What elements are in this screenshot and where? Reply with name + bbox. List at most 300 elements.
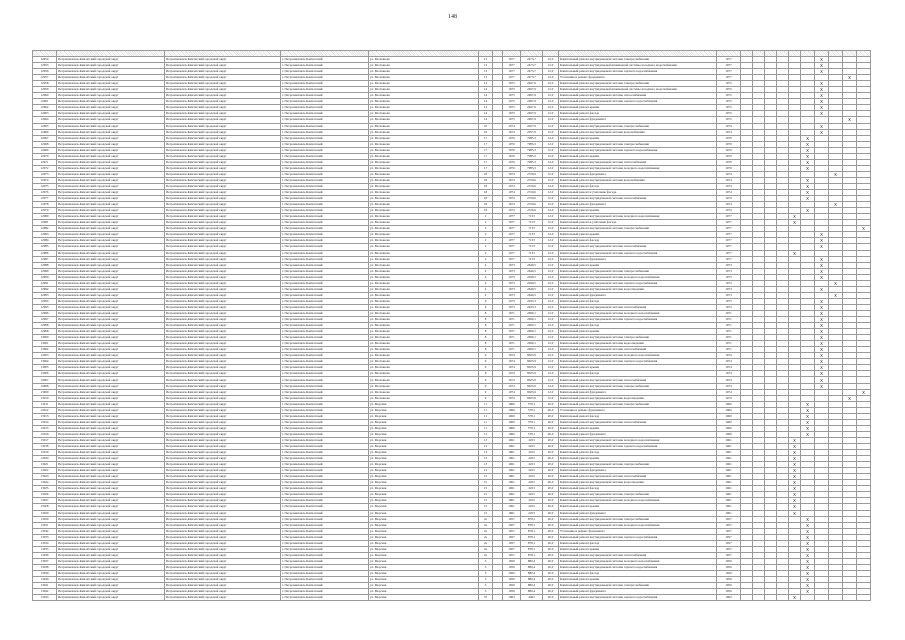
- table-cell: ул. Морская: [369, 577, 479, 583]
- table-cell: Петропавловск-Камчатский городской округ: [57, 341, 165, 347]
- table-cell: Капитальный ремонт внутридомовой инженерной системы холодного водоснабжения: [559, 87, 717, 93]
- table-cell: г. Петропавловск-Камчатский: [281, 63, 369, 69]
- table-cell: 4462: [521, 595, 543, 601]
- table-cell: 20,0: [543, 474, 559, 480]
- table-cell: 12,0: [543, 75, 559, 81]
- table-cell: 878,1: [521, 546, 543, 552]
- table-cell: 1960: [503, 419, 521, 425]
- table-cell: Петропавловск-Камчатский городской округ: [165, 389, 281, 395]
- table-cell: г. Петропавловск-Камчатский: [281, 437, 369, 443]
- table-cell: г. Петропавловск-Камчатский: [281, 232, 369, 238]
- table-cell: Капитальный ремонт внутридомовой системы электроснабжения: [559, 401, 717, 407]
- table-cell: ул. Молчанова: [369, 280, 479, 286]
- table-cell: Капитальный ремонт внутридомовой системы электроснабжения: [559, 492, 717, 498]
- table-cell: г. Петропавловск-Камчатский: [281, 570, 369, 576]
- table-cell: ул. Морская: [369, 516, 479, 522]
- table-cell: 20,0: [543, 431, 559, 437]
- table-cell: 13022: [33, 468, 57, 474]
- table-cell: 1970: [503, 159, 521, 165]
- table-cell: Петропавловск-Камчатский городской округ: [57, 117, 165, 123]
- table-cell: г. Петропавловск-Камчатский: [281, 558, 369, 564]
- table-cell: 1970: [717, 165, 741, 171]
- table-cell: 12,0: [543, 280, 559, 286]
- table-cell: ул. Молчанова: [369, 232, 479, 238]
- table-cell: Петропавловск-Камчатский городской округ: [165, 135, 281, 141]
- table-cell: 20,0: [543, 522, 559, 528]
- table-cell: 1971: [503, 329, 521, 335]
- table-cell: 15: [479, 492, 493, 498]
- table-cell: 1974: [503, 383, 521, 389]
- table-cell: ул. Молчанова: [369, 196, 479, 202]
- table-cell: 2497,9: [521, 93, 543, 99]
- table-cell: 1970: [717, 135, 741, 141]
- table-cell: 12,0: [543, 262, 559, 268]
- table-cell: 16: [479, 129, 493, 135]
- table-cell: Петропавловск-Камчатский городской округ: [165, 564, 281, 570]
- table-cell: ул. Молчанова: [369, 123, 479, 129]
- table-cell: 1977: [503, 238, 521, 244]
- table-cell: 2: [479, 244, 493, 250]
- table-cell: 1971: [717, 323, 741, 329]
- table-cell: Петропавловск-Камчатский городской округ: [57, 595, 165, 601]
- table-cell: 13002: [33, 347, 57, 353]
- table-cell: 2720,6: [521, 190, 543, 196]
- table-cell: 8025,9: [521, 389, 543, 395]
- table-cell: г. Петропавловск-Камчатский: [281, 528, 369, 534]
- table-cell: 880,4: [521, 570, 543, 576]
- table-cell: Капитальный ремонт внутридомовой системы холодного водоснабжения: [559, 522, 717, 528]
- table-cell: X: [801, 583, 815, 589]
- table-cell: 1961: [503, 456, 521, 462]
- table-cell: Петропавловск-Камчатский городской округ: [165, 583, 281, 589]
- table-cell: ул. Молчанова: [369, 323, 479, 329]
- table-cell: ул. Молчанова: [369, 165, 479, 171]
- table-cell: Петропавловск-Камчатский городской округ: [165, 57, 281, 63]
- table-cell: Петропавловск-Камчатский городской округ: [57, 347, 165, 353]
- table-cell: 1960: [717, 401, 741, 407]
- table-cell: 7085,3: [521, 159, 543, 165]
- table-cell: X: [815, 310, 829, 316]
- table-cell: Капитальный ремонт внутридомовой системы теплоснабжения: [559, 93, 717, 99]
- table-cell: Капитальный ремонт крыши: [559, 329, 717, 335]
- table-cell: X: [815, 335, 829, 341]
- table-cell: 8025,9: [521, 383, 543, 389]
- table-cell: 878,1: [521, 516, 543, 522]
- table-cell: Петропавловск-Камчатский городской округ: [57, 141, 165, 147]
- table-cell: 2497,9: [521, 99, 543, 105]
- table-cell: 1957: [503, 528, 521, 534]
- table-cell: 1956: [503, 558, 521, 564]
- table-cell: Петропавловск-Камчатский городской округ: [57, 468, 165, 474]
- table-cell: Петропавловск-Камчатский городской округ: [57, 244, 165, 250]
- table-cell: Капитальный ремонт фасада: [559, 486, 717, 492]
- table-cell: 13004: [33, 359, 57, 365]
- table-cell: Капитальный ремонт крыши: [559, 153, 717, 159]
- table-cell: 1970: [503, 141, 521, 147]
- table-cell: Капитальный ремонт внутридомовой системы теплоснабжения: [559, 552, 717, 558]
- table-cell: 2633,3: [521, 298, 543, 304]
- table-cell: X: [815, 69, 829, 75]
- table-cell: 17: [479, 135, 493, 141]
- table-cell: 1971: [503, 335, 521, 341]
- table-cell: г. Петропавловск-Камчатский: [281, 540, 369, 546]
- table-cell: ул. Молчанова: [369, 310, 479, 316]
- table-cell: 2: [479, 220, 493, 226]
- table-cell: 2: [479, 250, 493, 256]
- table-cell: 12,0: [543, 286, 559, 292]
- table-cell: ул. Морская: [369, 595, 479, 601]
- table-cell: Петропавловск-Камчатский городской округ: [57, 431, 165, 437]
- table-cell: г. Петропавловск-Камчатский: [281, 99, 369, 105]
- table-cell: 14: [479, 117, 493, 123]
- table-cell: 1977: [503, 63, 521, 69]
- table-cell: 12,0: [543, 220, 559, 226]
- table-cell: 11: [479, 401, 493, 407]
- table-cell: ул. Молчанова: [369, 268, 479, 274]
- table-cell: X: [815, 129, 829, 135]
- table-cell: 4: [479, 280, 493, 286]
- table-cell: ул. Морская: [369, 546, 479, 552]
- table-cell: Петропавловск-Камчатский городской округ: [57, 268, 165, 274]
- table-cell: 1963: [503, 595, 521, 601]
- table-cell: 8: [479, 329, 493, 335]
- table-cell: г. Петропавловск-Камчатский: [281, 93, 369, 99]
- table-cell: X: [801, 577, 815, 583]
- table-cell: Петропавловск-Камчатский городской округ: [165, 286, 281, 292]
- table-cell: 4: [479, 286, 493, 292]
- table-cell: 13013: [33, 413, 57, 419]
- table-cell: 1974: [503, 196, 521, 202]
- table-cell: Петропавловск-Камчатский городской округ: [57, 298, 165, 304]
- table-cell: ул. Молчанова: [369, 111, 479, 117]
- table-cell: ул. Молчанова: [369, 238, 479, 244]
- table-cell: ул. Морская: [369, 450, 479, 456]
- table-cell: Петропавловск-Камчатский городской округ: [165, 480, 281, 486]
- table-cell: 9: [479, 365, 493, 371]
- table-cell: 2а: [479, 546, 493, 552]
- table-cell: 1977: [717, 244, 741, 250]
- table-cell: 2473,7: [521, 57, 543, 63]
- table-cell: Капитальный ремонт фасада: [559, 371, 717, 377]
- table-cell: X: [801, 564, 815, 570]
- table-cell: г. Петропавловск-Камчатский: [281, 183, 369, 189]
- table-cell: X: [815, 353, 829, 359]
- table-cell: X: [789, 456, 801, 462]
- table-cell: Капитальный ремонт внутридомовой системы электроснабжения: [559, 226, 717, 232]
- table-cell: 7085,3: [521, 147, 543, 153]
- table-cell: Петропавловск-Камчатский городской округ: [57, 407, 165, 413]
- table-cell: Капитальный ремонт фасада: [559, 450, 717, 456]
- table-cell: 12,0: [543, 389, 559, 395]
- table-cell: ул. Молчанова: [369, 75, 479, 81]
- table-cell: 1977: [717, 232, 741, 238]
- table-cell: Петропавловск-Камчатский городской округ: [57, 486, 165, 492]
- table-cell: Петропавловск-Камчатский городской округ: [57, 419, 165, 425]
- table-cell: 12991: [33, 280, 57, 286]
- table-cell: ул. Морская: [369, 456, 479, 462]
- table-cell: 12,0: [543, 292, 559, 298]
- table-cell: Петропавловск-Камчатский городской округ: [165, 504, 281, 510]
- table-cell: Петропавловск-Камчатский городской округ: [165, 395, 281, 401]
- table-cell: X: [815, 111, 829, 117]
- table-cell: 1961: [717, 498, 741, 504]
- table-cell: Петропавловск-Камчатский городской округ: [57, 153, 165, 159]
- table-cell: Петропавловск-Камчатский городской округ: [57, 274, 165, 280]
- table-cell: Петропавловск-Камчатский городской округ: [165, 371, 281, 377]
- table-cell: 1975: [503, 105, 521, 111]
- table-cell: Петропавловск-Камчатский городской округ: [57, 317, 165, 323]
- table-cell: ул. Молчанова: [369, 317, 479, 323]
- table-cell: 1971: [717, 335, 741, 341]
- table-cell: X: [815, 244, 829, 250]
- table-cell: Капитальный ремонт внутридомовой системы теплоснабжения: [559, 347, 717, 353]
- table-cell: 1974: [503, 371, 521, 377]
- table-cell: 2453: [521, 498, 543, 504]
- table-cell: Петропавловск-Камчатский городской округ: [165, 329, 281, 335]
- table-cell: Капитальный ремонт внутридомовой системы теплоснабжения: [559, 304, 717, 310]
- table-cell: Капитальный ремонт крыши: [559, 425, 717, 431]
- table-cell: 20,0: [543, 498, 559, 504]
- table-cell: 13014: [33, 419, 57, 425]
- table-cell: 2: [479, 238, 493, 244]
- table-cell: 1971: [503, 347, 521, 353]
- table-cell: 20,0: [543, 510, 559, 516]
- table-cell: 1974: [503, 190, 521, 196]
- table-cell: 878,1: [521, 540, 543, 546]
- table-cell: 2: [479, 232, 493, 238]
- table-cell: 1961: [717, 468, 741, 474]
- table-cell: 2720,6: [521, 171, 543, 177]
- table-cell: 2: [479, 226, 493, 232]
- table-cell: ул. Молчанова: [369, 69, 479, 75]
- table-cell: 12958: [33, 81, 57, 87]
- table-cell: 1974: [717, 395, 741, 401]
- table-cell: 2453: [521, 456, 543, 462]
- table-cell: Петропавловск-Камчатский городской округ: [57, 292, 165, 298]
- table-cell: 2640,5: [521, 274, 543, 280]
- table-cell: 13003: [33, 353, 57, 359]
- table-cell: X: [829, 171, 843, 177]
- table-cell: 1974: [717, 202, 741, 208]
- table-cell: ул. Молчанова: [369, 335, 479, 341]
- table-cell: 8025,9: [521, 359, 543, 365]
- table-cell: X: [789, 474, 801, 480]
- table-cell: 18: [479, 202, 493, 208]
- table-cell: X: [789, 450, 801, 456]
- table-cell: 1975: [503, 99, 521, 105]
- table-cell: 578,1: [521, 425, 543, 431]
- table-cell: Петропавловск-Камчатский городской округ: [57, 123, 165, 129]
- table-cell: 2690,1: [521, 323, 543, 329]
- table-cell: 8: [479, 317, 493, 323]
- table-cell: Петропавловск-Камчатский городской округ: [165, 323, 281, 329]
- table-cell: 18: [479, 183, 493, 189]
- table-cell: 12,0: [543, 111, 559, 117]
- table-cell: X: [801, 419, 815, 425]
- table-cell: X: [815, 238, 829, 244]
- table-cell: 14: [479, 81, 493, 87]
- table-cell: 1956: [503, 589, 521, 595]
- table-cell: 1971: [503, 317, 521, 323]
- table-cell: 13027: [33, 498, 57, 504]
- table-cell: 1973: [503, 268, 521, 274]
- table-cell: 13: [479, 69, 493, 75]
- table-cell: 13025: [33, 486, 57, 492]
- table-cell: г. Петропавловск-Камчатский: [281, 395, 369, 401]
- table-cell: 1973: [717, 292, 741, 298]
- table-cell: Петропавловск-Камчатский городской округ: [165, 431, 281, 437]
- table-cell: 12960: [33, 93, 57, 99]
- table-cell: X: [815, 371, 829, 377]
- table-cell: г. Петропавловск-Камчатский: [281, 202, 369, 208]
- table-cell: Петропавловск-Камчатский городской округ: [57, 202, 165, 208]
- table-cell: Капитальный ремонт внутридомовой системы горячего водоснабжения: [559, 280, 717, 286]
- table-cell: 1961: [503, 492, 521, 498]
- table-cell: 1971: [717, 347, 741, 353]
- table-cell: 1977: [503, 220, 521, 226]
- table-cell: г. Петропавловск-Камчатский: [281, 335, 369, 341]
- table-cell: 12963: [33, 111, 57, 117]
- table-cell: 12972: [33, 165, 57, 171]
- table-cell: 12979: [33, 208, 57, 214]
- table-cell: ул. Морская: [369, 558, 479, 564]
- table-cell: X: [801, 546, 815, 552]
- table-cell: ул. Молчанова: [369, 377, 479, 383]
- table-cell: Петропавловск-Камчатский городской округ: [165, 183, 281, 189]
- table-cell: X: [801, 431, 815, 437]
- table-cell: 12980: [33, 214, 57, 220]
- table-cell: 1974: [717, 123, 741, 129]
- table-cell: г. Петропавловск-Камчатский: [281, 262, 369, 268]
- table-cell: г. Петропавловск-Камчатский: [281, 371, 369, 377]
- table-cell: Капитальный ремонт внутридомовой системы холодного водоснабжения: [559, 558, 717, 564]
- table-cell: 12,0: [543, 123, 559, 129]
- table-cell: Петропавловск-Камчатский городской округ: [57, 310, 165, 316]
- table-cell: 12957: [33, 75, 57, 81]
- table-cell: 3: [479, 577, 493, 583]
- table-cell: Петропавловск-Камчатский городской округ: [57, 147, 165, 153]
- table-cell: 8: [479, 310, 493, 316]
- table-cell: 1973: [503, 262, 521, 268]
- table-cell: Петропавловск-Камчатский городской округ: [57, 546, 165, 552]
- table-cell: 2497,9: [521, 117, 543, 123]
- table-cell: Петропавловск-Камчатский городской округ: [165, 540, 281, 546]
- table-cell: ул. Морская: [369, 474, 479, 480]
- table-cell: Петропавловск-Камчатский городской округ: [57, 413, 165, 419]
- table-cell: 13029: [33, 510, 57, 516]
- table-cell: [857, 595, 871, 601]
- table-cell: г. Петропавловск-Камчатский: [281, 105, 369, 111]
- table-cell: 12961: [33, 99, 57, 105]
- table-cell: 1975: [717, 87, 741, 93]
- table-cell: г. Петропавловск-Камчатский: [281, 256, 369, 262]
- table-cell: Петропавловск-Камчатский городской округ: [165, 419, 281, 425]
- table-cell: Петропавловск-Камчатский городской округ: [57, 177, 165, 183]
- table-cell: Петропавловск-Камчатский городской округ: [165, 468, 281, 474]
- table-cell: Капитальный ремонт крыши: [559, 577, 717, 583]
- table-cell: 12,0: [543, 304, 559, 310]
- table-cell: Петропавловск-Камчатский городской округ: [57, 323, 165, 329]
- document-sheet: [32, 50, 870, 601]
- table-cell: 1957: [717, 552, 741, 558]
- table-cell: Петропавловск-Камчатский городской округ: [57, 159, 165, 165]
- table-cell: Петропавловск-Камчатский городской округ: [165, 117, 281, 123]
- table-cell: Капитальный ремонт внутридомовой системы горячего водоснабжения: [559, 359, 717, 365]
- table-cell: 12,0: [543, 214, 559, 220]
- table-cell: ул. Молчанова: [369, 244, 479, 250]
- table-cell: 13030: [33, 516, 57, 522]
- table-cell: 13019: [33, 450, 57, 456]
- table-cell: г. Петропавловск-Камчатский: [281, 238, 369, 244]
- table-cell: 12,0: [543, 117, 559, 123]
- table-cell: X: [801, 534, 815, 540]
- table-cell: г. Петропавловск-Камчатский: [281, 577, 369, 583]
- table-cell: 1977: [503, 226, 521, 232]
- table-cell: 1957: [503, 534, 521, 540]
- table-cell: 13035: [33, 546, 57, 552]
- table-cell: 13028: [33, 504, 57, 510]
- table-cell: X: [801, 190, 815, 196]
- table-cell: ул. Молчанова: [369, 202, 479, 208]
- table-cell: Петропавловск-Камчатский городской округ: [165, 220, 281, 226]
- table-cell: 13016: [33, 431, 57, 437]
- table-cell: Петропавловск-Камчатский городской округ: [165, 462, 281, 468]
- table-cell: 1957: [717, 522, 741, 528]
- table-cell: 12973: [33, 171, 57, 177]
- table-cell: 13031: [33, 522, 57, 528]
- table-cell: 14: [479, 99, 493, 105]
- table-cell: 2а: [479, 522, 493, 528]
- table-cell: ул. Молчанова: [369, 141, 479, 147]
- table-cell: Петропавловск-Камчатский городской округ: [165, 75, 281, 81]
- table-cell: 1961: [503, 480, 521, 486]
- table-cell: Петропавловск-Камчатский городской округ: [165, 383, 281, 389]
- table-cell: Петропавловск-Камчатский городской округ: [57, 516, 165, 522]
- table-cell: ул. Морская: [369, 583, 479, 589]
- table-cell: Капитальный ремонт внутридомовой системы электроснабжения: [559, 383, 717, 389]
- table-cell: 7133: [521, 232, 543, 238]
- table-cell: 20,0: [543, 425, 559, 431]
- table-cell: Капитальный ремонт внутридомовой системы электроснабжения: [559, 335, 717, 341]
- table-cell: 1957: [503, 522, 521, 528]
- table-cell: г. Петропавловск-Камчатский: [281, 450, 369, 456]
- table-cell: 7133: [521, 256, 543, 262]
- table-cell: 12999: [33, 329, 57, 335]
- table-cell: 13: [479, 437, 493, 443]
- table-cell: 2690,1: [521, 310, 543, 316]
- table-cell: 12977: [33, 196, 57, 202]
- table-cell: X: [789, 498, 801, 504]
- table-cell: 13010: [33, 395, 57, 401]
- table-cell: X: [815, 347, 829, 353]
- table-cell: 12998: [33, 323, 57, 329]
- table-cell: 12,0: [543, 238, 559, 244]
- table-cell: Петропавловск-Камчатский городской округ: [165, 450, 281, 456]
- table-cell: 1961: [503, 444, 521, 450]
- table-cell: ул. Морская: [369, 444, 479, 450]
- table-cell: г. Петропавловск-Камчатский: [281, 492, 369, 498]
- table-cell: 1973: [717, 262, 741, 268]
- table-cell: ул. Морская: [369, 528, 479, 534]
- table-cell: 8025,9: [521, 377, 543, 383]
- table-cell: 1974: [503, 377, 521, 383]
- capital-repair-table: [32, 50, 871, 601]
- table-cell: X: [801, 141, 815, 147]
- table-cell: 1974: [717, 129, 741, 135]
- table-cell: г. Петропавловск-Камчатский: [281, 165, 369, 171]
- table-cell: Петропавловск-Камчатский городской округ: [57, 208, 165, 214]
- table-cell: 1961: [717, 444, 741, 450]
